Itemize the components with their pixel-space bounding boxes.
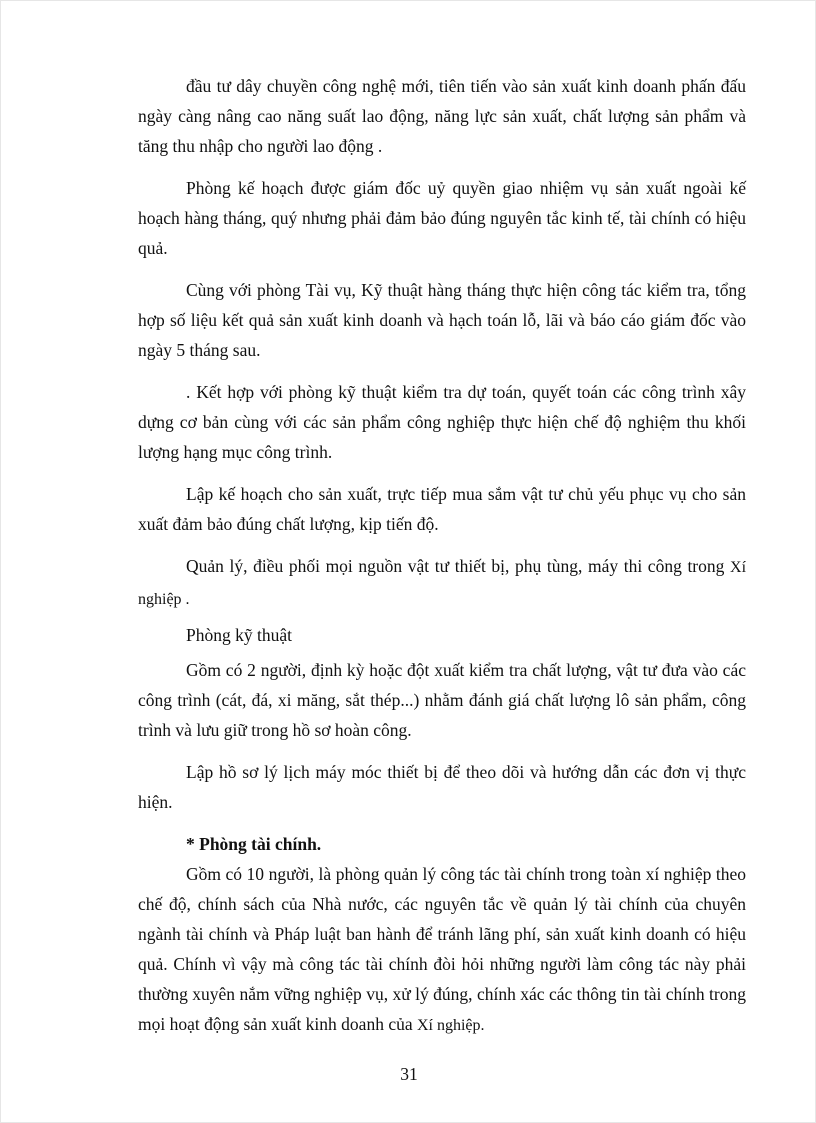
paragraph-production-plan: Lập kế hoạch cho sản xuất, trực tiếp mua sắm vật tư chủ yếu phục vụ cho sản xuất đảm bảo đúng chất lượng, kịp tiến độ. [138,484,746,534]
paragraph-monthly-report: Cùng với phòng Tài vụ, Kỹ thuật hàng tháng thực hiện công tác kiểm tra, tổng hợp số liệu kết quả sản xuất kinh doanh và hạch toán lỗ, lãi và báo cáo giám đốc vào ngày 5 tháng sau. [138,280,746,360]
section-heading-technical: Phòng kỹ thuật [186,625,292,645]
enterprise-name: Xí nghiệp . [138,559,747,608]
section-heading-finance: * Phòng tài chính. [186,834,322,854]
enterprise-name-finance: Xí nghiệp. [416,1017,485,1034]
paragraph-equipment-records: Lập hồ sơ lý lịch máy móc thiết bị để theo dõi và hướng dẫn các đơn vị thực hiện. [138,762,746,812]
paragraph-finance-dept [138,859,746,1041]
paragraph-technical-staff: Gồm có 2 người, định kỳ hoặc đột xuất kiểm tra chất lượng, vật tư đưa vào các công trình (cát, đá, xi măng, sắt thép...) nhằm đánh giá chất lượng lô sản phẩm, công trình và lưu giữ trong hồ sơ hoàn công. [138,660,746,740]
page-number: 31 [400,1064,418,1084]
paragraph-material-coordination [138,551,746,615]
finance-dept-text: Gồm có 10 người, là phòng quản lý công tác tài chính trong toàn xí nghiệp theo chế độ, chính sách của Nhà nước, các nguyên tắc về quản lý tài chính của chuyên ngành tài chính và Pháp luật ban hành để tránh lãng phí, sản xuất kinh doanh có hiệu quả. Chính vì vậy mà công tác tài chính đòi hỏi những người làm công tác này phải thường xuyên nắm vững nghiệp vụ, xử lý đúng, chính xác các thông tin tài chính trong mọi hoạt động sản xuất kinh doanh của [138,864,746,1034]
material-coordination-text: Quản lý, điều phối mọi nguồn vật tư thiết bị, phụ tùng, máy thi công trong [186,556,725,576]
paragraph-investment: đầu tư dây chuyền công nghệ mới, tiên tiến vào sản xuất kinh doanh phấn đấu ngày càng nâng cao năng suất lao động, năng lực sản xuất, chất lượng sản phẩm và tăng thu nhập cho người lao động . [138,76,746,156]
paragraph-cost-estimate: . Kết hợp với phòng kỹ thuật kiểm tra dự toán, quyết toán các công trình xây dựng cơ bản cùng với các sản phẩm công nghiệp thực hiện chế độ nghiệm thu khối lượng hạng mục công trình. [138,382,746,462]
page-body [138,71,746,1053]
paragraph-planning-dept: Phòng kế hoạch được giám đốc uỷ quyền giao nhiệm vụ sản xuất ngoài kế hoạch hàng tháng, quý nhưng phải đảm bảo đúng nguyên tắc kinh tế, tài chính có hiệu quả. [138,178,746,258]
